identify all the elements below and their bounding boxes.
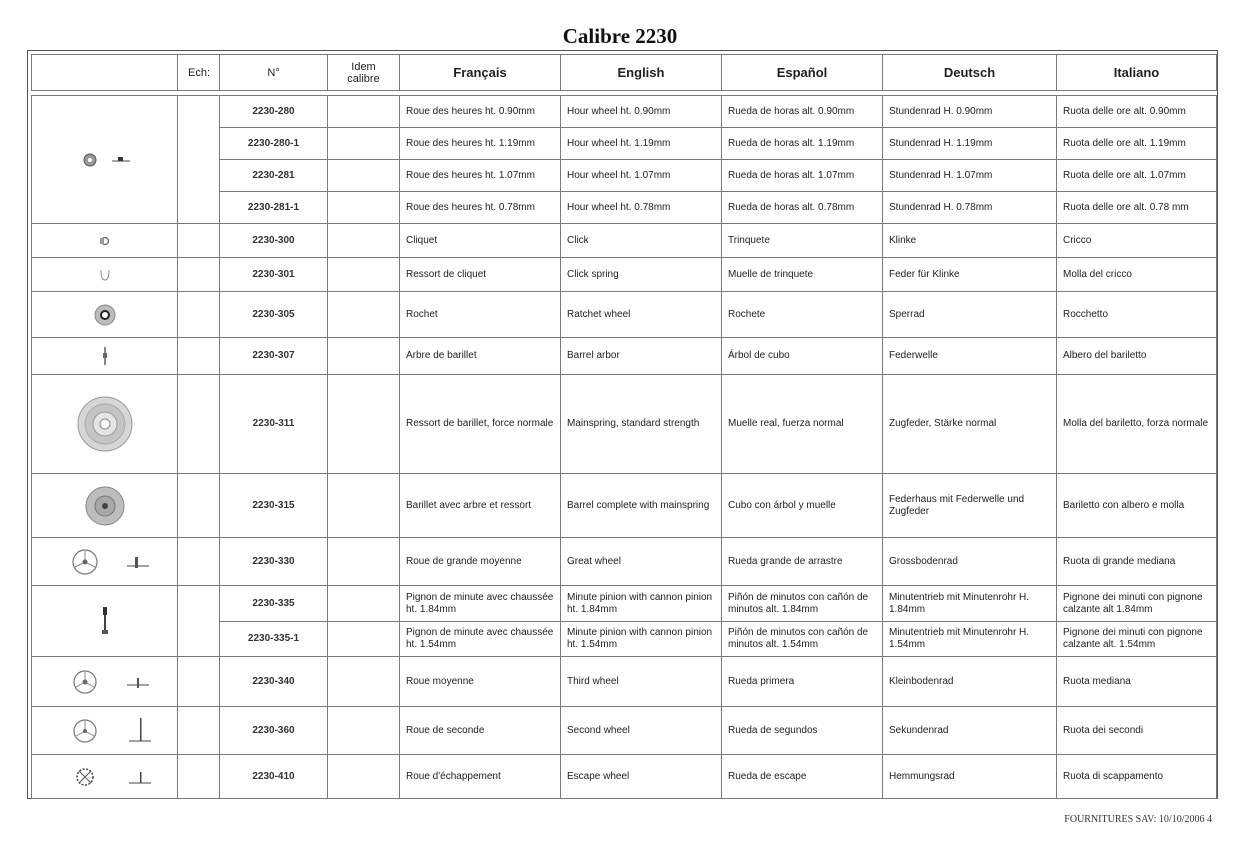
part-number: 2230-335-1 (220, 622, 328, 657)
cell-it: Rocchetto (1057, 292, 1217, 338)
cell-de: Grossbodenrad (883, 538, 1057, 586)
escape-wheel-image (32, 755, 178, 799)
part-number: 2230-280 (220, 96, 328, 128)
cell-es: Rueda de segundos (722, 707, 883, 755)
cell-de: Klinke (883, 224, 1057, 258)
idem-cell (328, 474, 400, 538)
ech-cell (178, 657, 220, 707)
second-wheel-image (32, 707, 178, 755)
cell-de: Federhaus mit Federwelle und Zugfeder (883, 474, 1057, 538)
header-row (32, 55, 1217, 91)
great-wheel-image (32, 538, 178, 586)
ech-cell (178, 338, 220, 375)
cell-en: Minute pinion with cannon pinion ht. 1.84mm (561, 586, 722, 622)
cell-it: Ruota mediana (1057, 657, 1217, 707)
page-title: Calibre 2230 (562, 24, 678, 48)
cell-fr: Roue de grande moyenne (400, 538, 561, 586)
minute-pinion-icon (95, 603, 115, 639)
cell-de: Sperrad (883, 292, 1057, 338)
table-row (32, 657, 1217, 707)
cell-en: Hour wheel ht. 1.19mm (561, 128, 722, 160)
click-spring-icon (90, 265, 120, 285)
cell-de: Hemmungsrad (883, 755, 1057, 799)
cell-it: Ruota delle ore alt. 1.19mm (1057, 128, 1217, 160)
idem-cell (328, 160, 400, 192)
header-idem-calibre: Idem calibre (328, 55, 400, 91)
table-row (32, 292, 1217, 338)
cell-en: Great wheel (561, 538, 722, 586)
idem-cell (328, 622, 400, 657)
cell-en: Barrel arbor (561, 338, 722, 375)
cell-fr: Barillet avec arbre et ressort (400, 474, 561, 538)
header-italiano: Italiano (1057, 55, 1217, 91)
table-row (32, 586, 1217, 622)
cell-en: Hour wheel ht. 0.90mm (561, 96, 722, 128)
hour-wheel-image (32, 96, 178, 224)
cell-de: Stundenrad H. 1.19mm (883, 128, 1057, 160)
second-wheel-icon (45, 714, 165, 748)
cell-de: Stundenrad H. 0.78mm (883, 192, 1057, 224)
footer-text: FOURNITURES SAV: 10/10/2006 4 (1064, 814, 1212, 825)
cell-en: Click spring (561, 258, 722, 292)
cell-es: Muelle real, fuerza normal (722, 375, 883, 474)
cell-en: Click (561, 224, 722, 258)
cell-es: Piñón de minutos con cañón de minutos alt. 1.84mm (722, 586, 883, 622)
idem-cell (328, 258, 400, 292)
ech-cell (178, 474, 220, 538)
idem-cell (328, 128, 400, 160)
cell-fr: Roue des heures ht. 0.78mm (400, 192, 561, 224)
part-number: 2230-300 (220, 224, 328, 258)
third-wheel-icon (45, 665, 165, 699)
idem-cell (328, 338, 400, 375)
cell-es: Rueda grande de arrastre (722, 538, 883, 586)
cell-it: Albero del bariletto (1057, 338, 1217, 375)
ech-cell (178, 538, 220, 586)
cell-fr: Ressort de barillet, force normale (400, 375, 561, 474)
cell-es: Rueda de horas alt. 0.78mm (722, 192, 883, 224)
cell-it: Molla del bariletto, forza normale (1057, 375, 1217, 474)
barrel-image (32, 474, 178, 538)
hour-wheel-icon (50, 145, 160, 175)
part-number: 2230-330 (220, 538, 328, 586)
part-number: 2230-335 (220, 586, 328, 622)
mainspring-icon (73, 392, 137, 456)
cell-de: Federwelle (883, 338, 1057, 375)
barrel-arbor-image (32, 338, 178, 375)
cell-it: Ruota delle ore alt. 0.90mm (1057, 96, 1217, 128)
cell-en: Second wheel (561, 707, 722, 755)
cell-en: Hour wheel ht. 0.78mm (561, 192, 722, 224)
minute-pinion-image (32, 586, 178, 657)
table-row (32, 707, 1217, 755)
cell-es: Rochete (722, 292, 883, 338)
cell-fr: Ressort de cliquet (400, 258, 561, 292)
cell-es: Rueda de horas alt. 0.90mm (722, 96, 883, 128)
ech-cell (178, 755, 220, 799)
idem-cell (328, 224, 400, 258)
ech-cell (178, 224, 220, 258)
cell-en: Barrel complete with mainspring (561, 474, 722, 538)
barrel-arbor-icon (95, 344, 115, 368)
cell-it: Ruota di grande mediana (1057, 538, 1217, 586)
cell-it: Bariletto con albero e molla (1057, 474, 1217, 538)
cell-fr: Pignon de minute avec chaussée ht. 1.84mm (400, 586, 561, 622)
cell-en: Mainspring, standard strength (561, 375, 722, 474)
cell-it: Molla del cricco (1057, 258, 1217, 292)
table-row (32, 338, 1217, 375)
header-francais: Français (400, 55, 561, 91)
cell-es: Muelle de trinquete (722, 258, 883, 292)
header-espanol: Español (722, 55, 883, 91)
cell-it: Ruota dei secondi (1057, 707, 1217, 755)
ech-cell (178, 586, 220, 657)
table-row (32, 474, 1217, 538)
table-row (32, 538, 1217, 586)
part-number: 2230-315 (220, 474, 328, 538)
barrel-icon (82, 483, 128, 529)
ech-cell (178, 375, 220, 474)
table-row (32, 258, 1217, 292)
cell-es: Cubo con árbol y muelle (722, 474, 883, 538)
cell-es: Rueda de horas alt. 1.19mm (722, 128, 883, 160)
cell-de: Zugfeder, Stärke normal (883, 375, 1057, 474)
parts-table (31, 54, 1217, 799)
part-number: 2230-301 (220, 258, 328, 292)
cell-fr: Rochet (400, 292, 561, 338)
ratchet-wheel-image (32, 292, 178, 338)
ratchet-wheel-icon (90, 300, 120, 330)
cell-en: Minute pinion with cannon pinion ht. 1.54mm (561, 622, 722, 657)
cell-de: Minutentrieb mit Minutenrohr H. 1.84mm (883, 586, 1057, 622)
cell-en: Third wheel (561, 657, 722, 707)
cell-it: Pignone dei minuti con pignone calzante alt 1.84mm (1057, 586, 1217, 622)
part-number: 2230-307 (220, 338, 328, 375)
cell-it: Ruota delle ore alt. 0.78 mm (1057, 192, 1217, 224)
cell-it: Ruota di scappamento (1057, 755, 1217, 799)
part-number: 2230-410 (220, 755, 328, 799)
part-number: 2230-311 (220, 375, 328, 474)
third-wheel-image (32, 657, 178, 707)
cell-de: Minutentrieb mit Minutenrohr H. 1.54mm (883, 622, 1057, 657)
cell-fr: Roue des heures ht. 0.90mm (400, 96, 561, 128)
header-english: English (561, 55, 722, 91)
cell-en: Hour wheel ht. 1.07mm (561, 160, 722, 192)
idem-cell (328, 96, 400, 128)
cell-es: Rueda primera (722, 657, 883, 707)
part-number: 2230-305 (220, 292, 328, 338)
header-ech: Ech: (178, 55, 220, 91)
ech-cell (178, 258, 220, 292)
cell-en: Ratchet wheel (561, 292, 722, 338)
cell-fr: Roue d'échappement (400, 755, 561, 799)
cell-it: Pignone dei minuti con pignone calzante alt. 1.54mm (1057, 622, 1217, 657)
part-number: 2230-281-1 (220, 192, 328, 224)
mainspring-image (32, 375, 178, 474)
idem-cell (328, 292, 400, 338)
cell-fr: Roue de seconde (400, 707, 561, 755)
idem-cell (328, 707, 400, 755)
cell-es: Trinquete (722, 224, 883, 258)
idem-cell (328, 755, 400, 799)
cell-it: Cricco (1057, 224, 1217, 258)
idem-cell (328, 538, 400, 586)
cell-es: Piñón de minutos con cañón de minutos alt. 1.54mm (722, 622, 883, 657)
great-wheel-icon (45, 545, 165, 579)
cell-de: Sekundenrad (883, 707, 1057, 755)
idem-cell (328, 375, 400, 474)
cell-fr: Roue des heures ht. 1.07mm (400, 160, 561, 192)
cell-en: Escape wheel (561, 755, 722, 799)
cell-fr: Roue des heures ht. 1.19mm (400, 128, 561, 160)
header-number: N° (220, 55, 328, 91)
ech-cell (178, 707, 220, 755)
cell-es: Árbol de cubo (722, 338, 883, 375)
cell-es: Rueda de horas alt. 1.07mm (722, 160, 883, 192)
part-number: 2230-280-1 (220, 128, 328, 160)
idem-cell (328, 657, 400, 707)
cell-fr: Arbre de barillet (400, 338, 561, 375)
click-spring-image (32, 258, 178, 292)
part-number: 2230-340 (220, 657, 328, 707)
table-row (32, 755, 1217, 799)
ech-cell (178, 292, 220, 338)
part-number: 2230-281 (220, 160, 328, 192)
cell-it: Ruota delle ore alt. 1.07mm (1057, 160, 1217, 192)
header-image (32, 55, 178, 91)
idem-cell (328, 586, 400, 622)
table-row (32, 224, 1217, 258)
cell-de: Stundenrad H. 0.90mm (883, 96, 1057, 128)
table-row (32, 375, 1217, 474)
cell-fr: Cliquet (400, 224, 561, 258)
escape-wheel-icon (45, 762, 165, 792)
cell-fr: Roue moyenne (400, 657, 561, 707)
cell-fr: Pignon de minute avec chaussée ht. 1.54mm (400, 622, 561, 657)
cell-de: Stundenrad H. 1.07mm (883, 160, 1057, 192)
cell-es: Rueda de escape (722, 755, 883, 799)
idem-cell (328, 192, 400, 224)
ech-cell (178, 96, 220, 224)
click-image (32, 224, 178, 258)
cell-de: Kleinbodenrad (883, 657, 1057, 707)
cell-de: Feder für Klinke (883, 258, 1057, 292)
part-number: 2230-360 (220, 707, 328, 755)
header-deutsch: Deutsch (883, 55, 1057, 91)
click-icon (90, 231, 120, 251)
table-row (32, 96, 1217, 128)
